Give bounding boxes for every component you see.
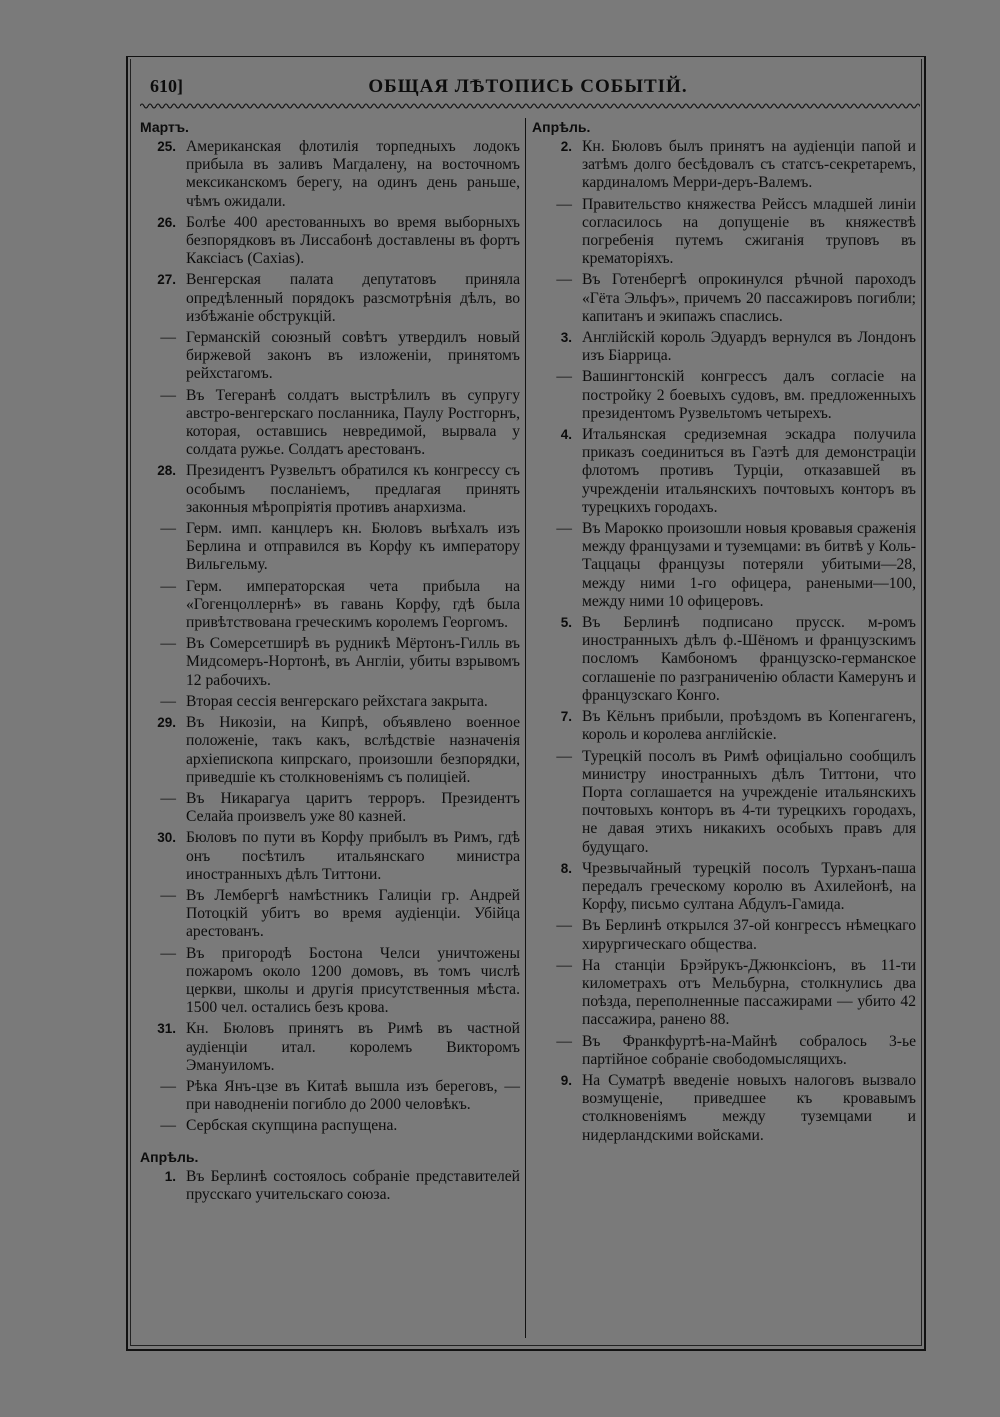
chronicle-entry	[532, 138, 916, 193]
chronicle-entry	[532, 708, 916, 744]
chronicle-entry	[140, 887, 520, 942]
entry-text: Германскій союзный совѣтъ утвердилъ новый биржевой законъ въ изложеніи, принятомъ рейхстагомъ.	[186, 329, 520, 383]
chronicle-entry	[140, 714, 520, 787]
entry-text: Въ Готенбергѣ опрокинулся рѣчной пароходъ «Гёта Эльфъ», причемъ 20 пассажировъ погибли; капитанъ и экипажъ спаслись.	[582, 271, 916, 325]
entry-date: —	[160, 886, 176, 904]
chronicle-entry	[532, 368, 916, 423]
entry-text: Въ Кёльнъ прибыли, проѣздомъ въ Копенгагенъ, король и королева англійскіе.	[582, 708, 916, 744]
entry-date: —	[556, 195, 572, 213]
entry-date: —	[160, 329, 176, 347]
page-title: ОБЩАЯ ЛѢТОПИСЬ СОБЫТІЙ.	[368, 76, 688, 97]
chronicle-entry	[140, 635, 520, 690]
entry-text: Сербская скупщина распущена.	[186, 1117, 398, 1135]
chronicle-entry	[532, 917, 916, 953]
entry-text: Въ Никарагуа царитъ терроръ. Президентъ Селайа произвелъ уже 80 казней.	[186, 789, 520, 826]
entry-date: 7.	[560, 709, 572, 725]
entry-date: —	[160, 520, 176, 538]
entry-date: 9.	[560, 1072, 572, 1088]
chronicle-entry	[532, 196, 916, 269]
entry-date: —	[556, 1032, 572, 1050]
entry-date: —	[160, 386, 176, 404]
chronicle-entry	[140, 329, 520, 384]
chronicle-entry	[532, 614, 916, 705]
entry-date: 27.	[157, 272, 176, 288]
chronicle-entry	[532, 1072, 916, 1145]
entry-text: Въ Франкфуртѣ-на-Майнѣ собралось 3-ье партійное собраніе свободомыслящихъ.	[582, 1032, 916, 1068]
chronicle-entry	[532, 329, 916, 365]
chronicle-entry	[532, 748, 916, 857]
chronicle-entry	[140, 138, 520, 211]
entry-date: 31.	[157, 1021, 176, 1037]
entry-text: Герм. имп. канцлеръ кн. Бюловъ выѣхалъ изъ Берлина и отправился въ Корфу къ императору Вильгельму.	[186, 520, 520, 574]
entry-date: —	[556, 747, 572, 765]
entry-text: Въ Берлинѣ состоялось собраніе представителей прусскаго учительскаго союза.	[186, 1167, 520, 1203]
entry-text: Въ Тегеранѣ солдатъ выстрѣлилъ въ супругу австро-венгерскаго посланника, Паулу Ростгорнъ, которая, оставшись невредимой, вырвала у солдата ружье. Солдатъ арестованъ.	[186, 386, 520, 459]
entry-text: На станціи Брэйрукъ-Джюнксіонъ, въ 11-ти километрахъ отъ Мельбурна, столкнулись два поѣзда, переполненные пассажирами — убито 42 пассажира, ранено 88.	[582, 956, 916, 1029]
chronicle-entry	[532, 271, 916, 326]
entry-date: 28.	[157, 463, 176, 479]
entry-text: Рѣка Янъ-цзе въ Китаѣ вышла изъ береговъ, — при наводненіи погибло до 2000 человѣкъ.	[186, 1077, 520, 1114]
entry-date: 1.	[164, 1168, 176, 1184]
entry-text: Въ Никозіи, на Кипрѣ, объявлено военное положеніе, такъ какъ, вслѣдствіе назначенія архіепископа кипрскаго, произошли безпорядки, приведшіе къ столкновеніямъ съ полиціей.	[186, 714, 520, 786]
right-column	[532, 118, 916, 1148]
chronicle-entry	[532, 860, 916, 915]
entry-date: —	[160, 577, 176, 595]
chronicle-entry	[140, 387, 520, 460]
entry-date: 26.	[157, 214, 176, 230]
chronicle-entry	[140, 829, 520, 884]
entry-text: Кн. Бюловъ былъ принятъ на аудіенціи папой и затѣмъ долго бесѣдовалъ съ статсъ-секретаремъ, кардиналомъ Мерри-деръ-Валемъ.	[582, 138, 916, 192]
month-heading: Апрѣль.	[532, 119, 591, 135]
column-divider	[525, 118, 526, 1338]
entry-date: 8.	[560, 860, 572, 876]
entry-date: —	[556, 520, 572, 538]
chronicle-entry	[140, 520, 520, 575]
chronicle-entry	[140, 1078, 520, 1114]
chronicle-entry	[140, 1117, 520, 1135]
entry-text: Турецкій посолъ въ Римѣ офиціально сообщилъ министру иностранныхъ дѣлъ Титтони, что Порта соглашается на учрежденіе итальянскихъ почтовыхъ конторъ въ 4-ти турецкихъ городахъ, не давая этихъ никакихъ особыхъ правъ для будущаго.	[582, 747, 916, 856]
entry-text: Вторая сессія венгерскаго рейхстага закрыта.	[186, 692, 488, 710]
entry-date: 3.	[560, 330, 572, 346]
entry-date: —	[160, 1117, 176, 1135]
decorative-wave-rule	[140, 101, 920, 111]
entry-date: —	[556, 368, 572, 386]
entry-date: —	[160, 692, 176, 710]
chronicle-entry	[140, 578, 520, 633]
entry-date: 2.	[560, 139, 572, 154]
entry-date: —	[556, 917, 572, 935]
chronicle-entry	[140, 693, 520, 711]
month-heading: Апрѣль.	[140, 1148, 199, 1165]
entry-text: Въ Берлинѣ подписано прусск. м-ромъ иностранныхъ дѣлъ ф.-Шёномъ и французскимъ посломъ Камбономъ французско-германское соглашеніе по разграниченію области Камерунъ и французскаго Конго.	[582, 614, 916, 704]
entry-text: Венгерская палата депутатовъ приняла опредѣленный порядокъ разсмотрѣнія дѣлъ, во избѣжаніе обструкцій.	[186, 271, 520, 325]
month-heading: Мартъ.	[140, 119, 189, 135]
page-header	[148, 76, 908, 100]
entry-text: Въ Сомерсетширѣ въ рудникѣ Мёртонъ-Гилль въ Мидсомеръ-Нортонѣ, въ Англіи, убиты взрывомъ 12 рабочихъ.	[186, 635, 520, 689]
chronicle-entry	[140, 1168, 520, 1204]
page-number: 610]	[150, 76, 183, 96]
entry-date: —	[556, 271, 572, 289]
left-column	[140, 118, 520, 1207]
entry-date: 30.	[157, 830, 176, 846]
entry-text: Бюловъ по пути въ Корфу прибылъ въ Римъ, гдѣ онъ посѣтилъ итальянскаго министра иностранныхъ дѣлъ Титтони.	[186, 829, 520, 883]
chronicle-entry	[532, 520, 916, 611]
chronicle-entry	[140, 945, 520, 1018]
entry-text: Герм. императорская чета прибыла на «Гогенцоллернѣ» въ гавань Корфу, гдѣ была привѣтствована греческимъ королемъ Георгомъ.	[186, 577, 520, 632]
entry-text: Правительство княжества Рейссъ младшей линіи согласилось на допущеніе въ княжествѣ погребенія путемъ сжиганія труповъ въ крематоріяхъ.	[582, 195, 916, 268]
entry-text: Англійскій король Эдуардъ вернулся въ Лондонъ изъ Біаррица.	[582, 329, 916, 365]
entry-date: —	[160, 635, 176, 653]
entry-text: Въ Марокко произошли новыя кровавыя сраженія между французами и туземцами: въ битвѣ у Коль-Таццацы французы потеряли убитыми—28, между ними 1-го офицера, ранеными—100, между ними 10 офицеровъ.	[582, 520, 916, 610]
entry-date: —	[160, 944, 176, 962]
entry-text: Въ пригородѣ Бостона Челси уничтожены пожаромъ около 1200 домовъ, въ томъ числѣ церкви, школы и другія присутственныя мѣста. 1500 чел. остались безъ крова.	[186, 944, 520, 1017]
chronicle-entry	[140, 462, 520, 517]
chronicle-entry	[140, 214, 520, 269]
entry-date: 4.	[560, 427, 572, 443]
entry-date: —	[160, 1077, 176, 1095]
entry-date: —	[160, 789, 176, 807]
chronicle-entry	[532, 957, 916, 1030]
entry-text: На Суматрѣ введеніе новыхъ налоговъ вызвало возмущеніе, приведшее къ кровавымъ столкновеніямъ между туземцами и нидерландскими войсками.	[582, 1071, 916, 1144]
entry-text: Болѣе 400 арестованныхъ во время выборныхъ безпорядковъ въ Лиссабонѣ доставлены въ фортъ Каксіасъ (Сахіаs).	[186, 213, 520, 268]
chronicle-entry	[140, 790, 520, 826]
entry-text: Кн. Бюловъ принятъ въ Римѣ въ частной аудіенціи итал. королемъ Викторомъ Эмануиломъ.	[186, 1020, 520, 1074]
entry-text: Чрезвычайный турецкій посолъ Турханъ-паша передалъ греческому королю въ Ахилейонѣ, на Корфу, письмо султана Абдулъ-Гамида.	[582, 859, 916, 914]
chronicle-entry	[140, 271, 520, 326]
entry-date: —	[556, 956, 572, 974]
entry-text: Въ Берлинѣ открылся 37-ой конгрессъ нѣмецкаго хирургическаго общества.	[582, 917, 916, 953]
entry-date: 29.	[157, 715, 176, 731]
entry-text: Итальянская средиземная эскадра получила приказъ соединиться въ Гаэтѣ для демонстраціи флотомъ противъ Турціи, отказавшей въ учрежденіи итальянскихъ почтовыхъ конторъ въ турецкихъ городахъ.	[582, 426, 916, 516]
entry-date: 25.	[157, 139, 176, 154]
entry-text: Американская флотилія торпедныхъ лодокъ прибыла въ заливъ Магдалену, на восточномъ мексиканскомъ берегу, на одинъ день раньше, чѣмъ ожидали.	[186, 138, 520, 210]
entry-date: 5.	[560, 615, 572, 631]
entry-text: Въ Лембергѣ намѣстникъ Галиціи гр. Андрей Потоцкій убитъ во время аудіенціи. Убійца арестованъ.	[186, 886, 520, 941]
chronicle-entry	[532, 426, 916, 517]
entry-text: Вашингтонскій конгрессъ далъ согласіе на постройку 2 боевыхъ судовъ, вм. предложенныхъ президентомъ Рузвельтомъ четырехъ.	[582, 368, 916, 422]
entry-text: Президентъ Рузвельтъ обратился къ конгрессу съ особымъ посланіемъ, предлагая принять законныя мѣропріятія противъ анархизма.	[186, 462, 520, 516]
chronicle-entry	[140, 1020, 520, 1075]
chronicle-entry	[532, 1033, 916, 1069]
